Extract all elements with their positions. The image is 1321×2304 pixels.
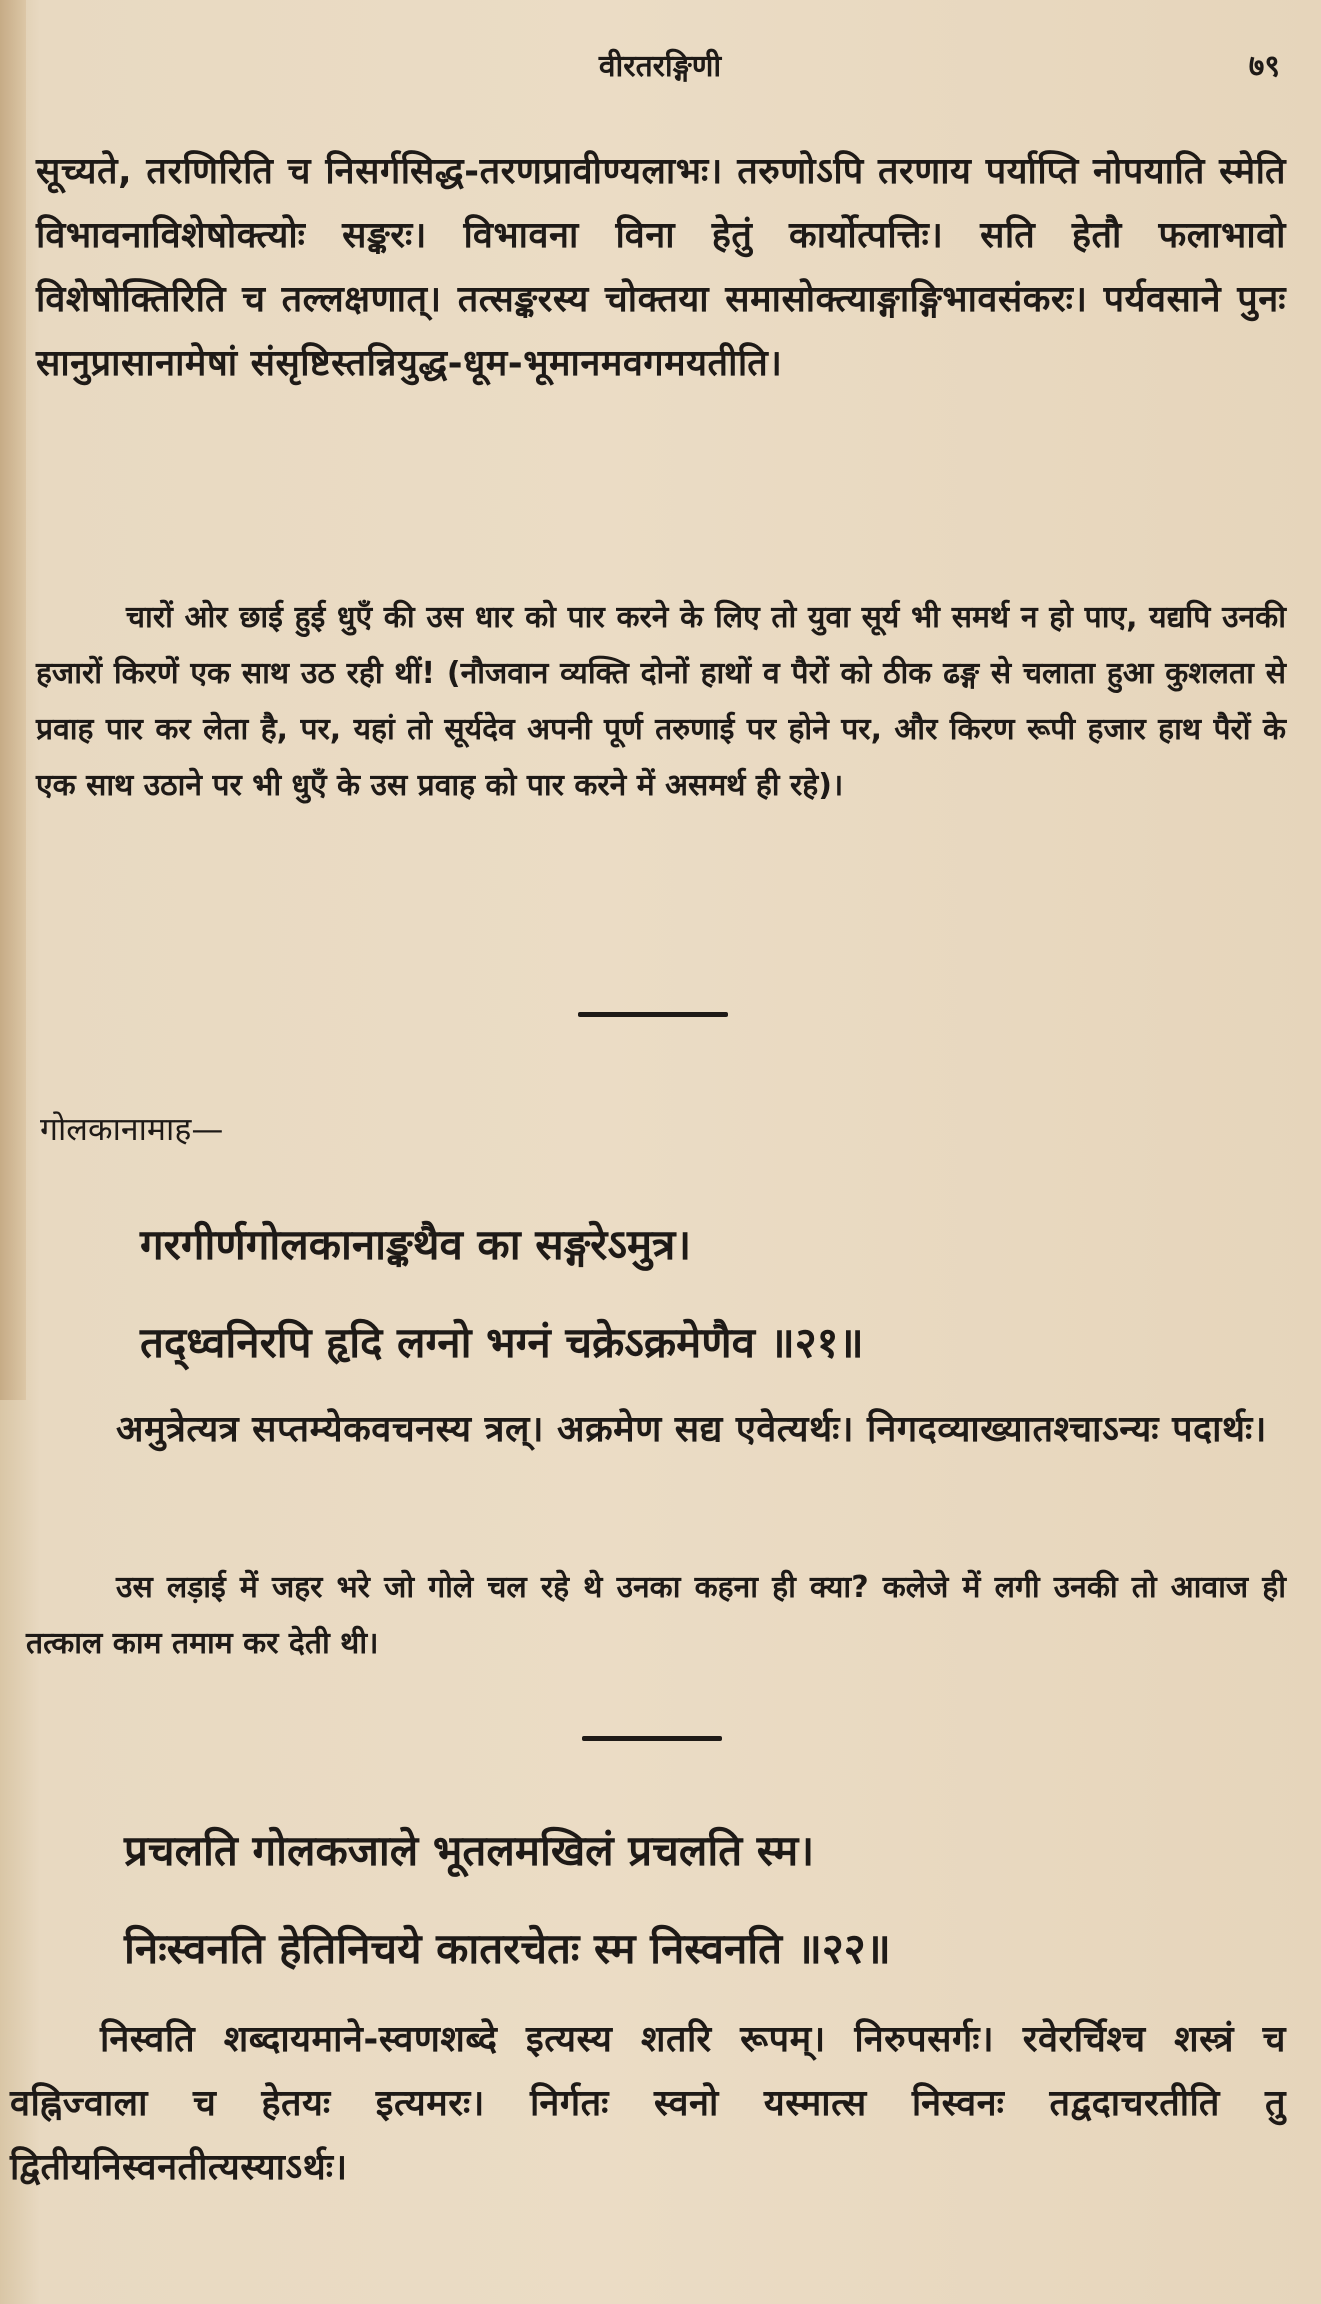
sanskrit-commentary-1: सूच्यते, तरणिरिति च निसर्गसिद्ध-तरणप्रावीण्यलाभः। तरुणोऽपि तरणाय पर्याप्ति नोपयाति स्मेति विभावनाविशेषोक्त्योः सङ्करः। विभावना विना हेतुं कार्योत्पत्तिः। सति हेतौ फलाभावो विशेषोक्तिरिति च तल्लक्षणात्। तत्सङ्करस्य चोक्तया समासोक्त्याङ्गाङ्गिभावसंकरः। पर्यवसाने पुनः सानुप्रासानामेषां संसृष्टिस्तन्नियुद्ध-धूम-भूमानमवगमयतीति।: [36, 151, 1286, 384]
verse-21: [140, 1196, 1290, 1392]
verse-22: [124, 1802, 1284, 1998]
running-header-title: वीरतरङ्गिणी: [598, 49, 722, 84]
verse-22-line-2: निःस्वनति हेतिनिचये कातरचेतः स्म निस्वनति ॥२२॥: [124, 1924, 891, 1973]
page-spine-shadow: [0, 0, 26, 1400]
verse-21-line-2: तद्ध्वनिरपि हृदि लग्नो भग्नं चक्रेऽक्रमेणैव ॥२१॥: [140, 1318, 864, 1367]
hindi-translation-2: उस लड़ाई में जहर भरे जो गोले चल रहे थे उनका कहना ही क्या? कलेजे में लगी उनकी तो आवाज ही तत्काल काम तमाम कर देती थी।: [26, 1570, 1287, 1661]
section-divider-2: [582, 1736, 722, 1741]
verse-22-line-1: प्रचलति गोलकजाले भूतलमखिलं प्रचलति स्म।: [124, 1826, 815, 1875]
sanskrit-commentary-2: अमुत्रेत्यत्र सप्तम्येकवचनस्य त्रल्। अक्रमेण सद्य एवेत्यर्थः। निगदव्याख्यातश्चाऽन्यः पदार्थः।: [116, 1409, 1267, 1450]
verse-21-line-1: गरगीर्णगोलकानाङ्कथैव का सङ्गरेऽमुत्र।: [140, 1220, 692, 1269]
section-divider-1: [578, 1012, 728, 1017]
page-number: ७९: [1248, 49, 1280, 84]
hindi-translation-1: चारों ओर छाई हुई धुएँ की उस धार को पार करने के लिए तो युवा सूर्य भी समर्थ न हो पाए, यद्यपि उनकी हजारों किरणें एक साथ उठ रही थीं! (नौजवान व्यक्ति दोनों हाथों व पैरों को ठीक ढङ्ग से चलाता हुआ कुशलता से प्रवाह पार कर लेता है, पर, यहां तो सूर्यदेव अपनी पूर्ण तरुणाई पर होने पर, और किरण रूपी हजार हाथ पैरों के एक साथ उठाने पर भी धुएँ के उस प्रवाह को पार करने में असमर्थ ही रहे)।: [36, 600, 1286, 803]
sanskrit-commentary-3: निस्वति शब्दायमाने-स्वणशब्दे इत्यस्य शतरि रूपम्। निरुपसर्गः। रवेरर्चिश्च शस्त्रं च वह्निज्वाला च हेतयः इत्यमरः। निर्गतः स्वनो यस्मात्स निस्वनः तद्वदाचरतीति तु द्वितीयनिस्वनतीत्यस्याऽर्थः।: [10, 2019, 1286, 2188]
section-intro-golaka: गोलकानामाह—: [40, 1110, 224, 1148]
